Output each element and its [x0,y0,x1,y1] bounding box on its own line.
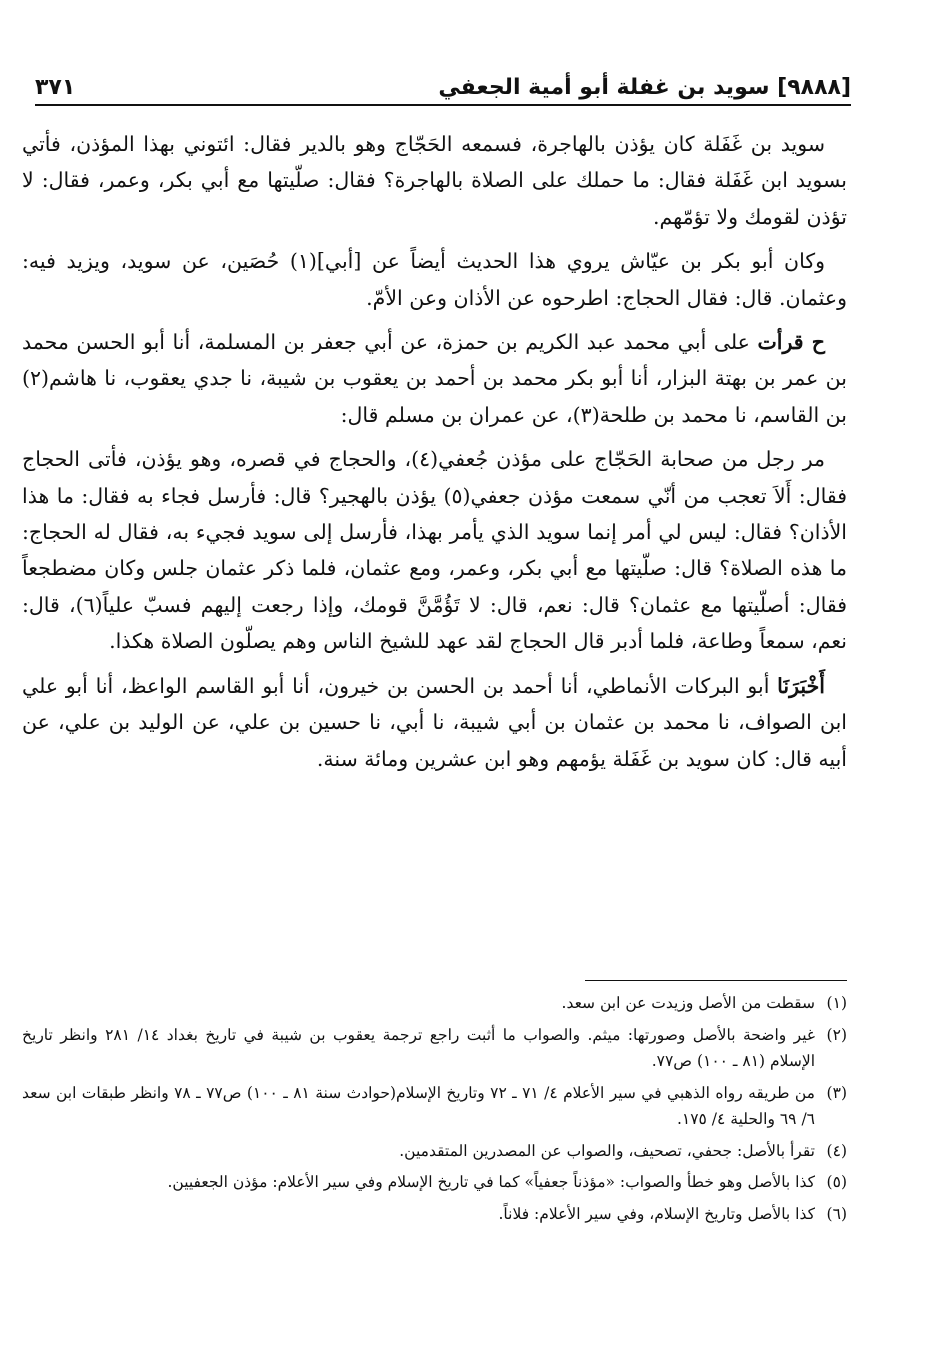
footnote-text: سقطت من الأصل وزيدت عن ابن سعد. [561,994,815,1012]
paragraph-text: سويد بن غَفَلة كان يؤذن بالهاجرة، فسمعه الحَجّاج وهو بالدير فقال: ائتوني بهذا المؤذن، فأتي بسويد ابن غَفَلة فقال: ما حملك على الصلاة بالهاجرة؟ فقال: صلّيتها مع أبي بكر، وعمر، فقال: لا تؤذن لقومك ولا تؤمّهم. [22,132,847,229]
paragraph-lead: ح قرأت [757,330,825,355]
page-header [35,62,851,106]
footnote [22,1201,847,1228]
footnote-text: من طريقه رواه الذهبي في سير الأعلام ٤/ ٧١ ـ ٧٢ وتاريخ الإسلام(حوادث سنة ٨١ ـ ١٠٠) ص٧٧ ـ ٧٨ وانظر طبقات ابن سعد ٦/ ٦٩ والحلية ٤/ ١٧٥. [22,1083,815,1128]
paragraph-text: مر رجل من صحابة الحَجّاج على مؤذن جُعفي(٤)، والحجاج في قصره، وهو يؤذن، فأتى الحجاج فقال: أَلاَ تعجب من أنّي سمعت مؤذن جعفي(٥) يؤذن بالهجير؟ قال: فأرسل فجاء به فقال: ما هذا الأذان؟ فقال: ليس لي أمر إنما سويد الذي يأمر بهذا، فأرسل إلى سويد فجيء به، فقال له الحجاج: ما هذه الصلاة؟ قال: صلّيتها مع أبي بكر، وعمر، ومع عثمان، فلما ذكر عثمان جلس وكان مضطجعاً فقال: أصلّيتها مع عثمان؟ قال: نعم، قال: لا تَؤُمَّنَّ قومك، وإذا رجعت إليهم فسبّ علياً(٦)، قال: نعم، سمعاً وطاعة، فلما أدبر قال الحجاج لقد عهد للشيخ الناس وهم يصلّون الصلاة هكذا. [22,447,848,654]
footnote [22,1080,847,1133]
paragraph-2 [22,243,847,316]
footnotes [22,990,847,1232]
footnote [22,1169,847,1196]
footnote-number: (٥) [826,1173,847,1191]
footnote-divider [585,980,847,981]
footnote-number: (٦) [826,1204,847,1223]
paragraph-3 [22,324,847,433]
footnote-number: (٤) [826,1141,847,1160]
footnote-text: كذا بالأصل وهو خطأ والصواب: «مؤذناً جعفياً» كما في تاريخ الإسلام وفي سير الأعلام: مؤذن الجعفيين. [167,1173,815,1191]
footnote [22,1022,847,1075]
running-title: [٩٨٨٨] سويد بن غفلة أبو أمية الجعفي [438,75,851,100]
paragraph-4 [22,441,847,659]
footnote-number: (٢) [826,1025,847,1044]
paragraph-text: على أبي محمد عبد الكريم بن حمزة، عن أبي جعفر بن المسلمة، أنا أبو الحسن محمد بن عمر بن بهتة البزار، أنا أبو بكر محمد بن أحمد بن يعقوب بن شيبة، نا جدي يعقوب، نا هاشم(٢) بن القاسم، نا محمد بن طلحة(٣)، عن عمران بن مسلم قال: [22,330,847,427]
paragraph-lead: أَخْبَرَنَا [777,673,825,698]
footnote-number: (١) [826,994,847,1012]
footnote [22,1138,847,1165]
paragraph-text: أبو البركات الأنماطي، أنا أحمد بن الحسن بن خيرون، أنا أبو القاسم الواعظ، أنا أبو علي ابن الصواف، نا محمد بن عثمان بن أبي شيبة، نا أبي، نا حسين بن علي، عن الوليد بن علي، عن أبيه قال: كان سويد بن غَفَلة يؤمهم وهو ابن عشرين ومائة سنة. [22,673,847,771]
main-text [22,126,847,785]
page-number: ٣٧١ [35,75,76,100]
footnote-text: تقرأ بالأصل: جحفي، تصحيف، والصواب عن المصدرين المتقدمين. [399,1141,815,1160]
footnote-text: كذا بالأصل وتاريخ الإسلام، وفي سير الأعلام: فلاناً. [498,1204,815,1223]
paragraph-5 [22,668,847,777]
paragraph-1 [22,126,847,235]
footnote-number: (٣) [826,1083,847,1102]
paragraph-text: وكان أبو بكر بن عيّاش يروي هذا الحديث أيضاً عن [أبي](١) حُصَين، عن سويد، ويزيد فيه: وعثمان. قال: فقال الحجاج: اطرحوه عن الأذان وعن الأمّ. [22,249,847,310]
footnote [22,990,847,1017]
footnote-text: غير واضحة بالأصل وصورتها: ميثم. والصواب ما أثبت راجع ترجمة يعقوب بن شيبة في تاريخ بغداد ١٤/ ٢٨١ وانظر تاريخ الإسلام (٨١ ـ ١٠٠) ص٧٧. [22,1025,815,1070]
